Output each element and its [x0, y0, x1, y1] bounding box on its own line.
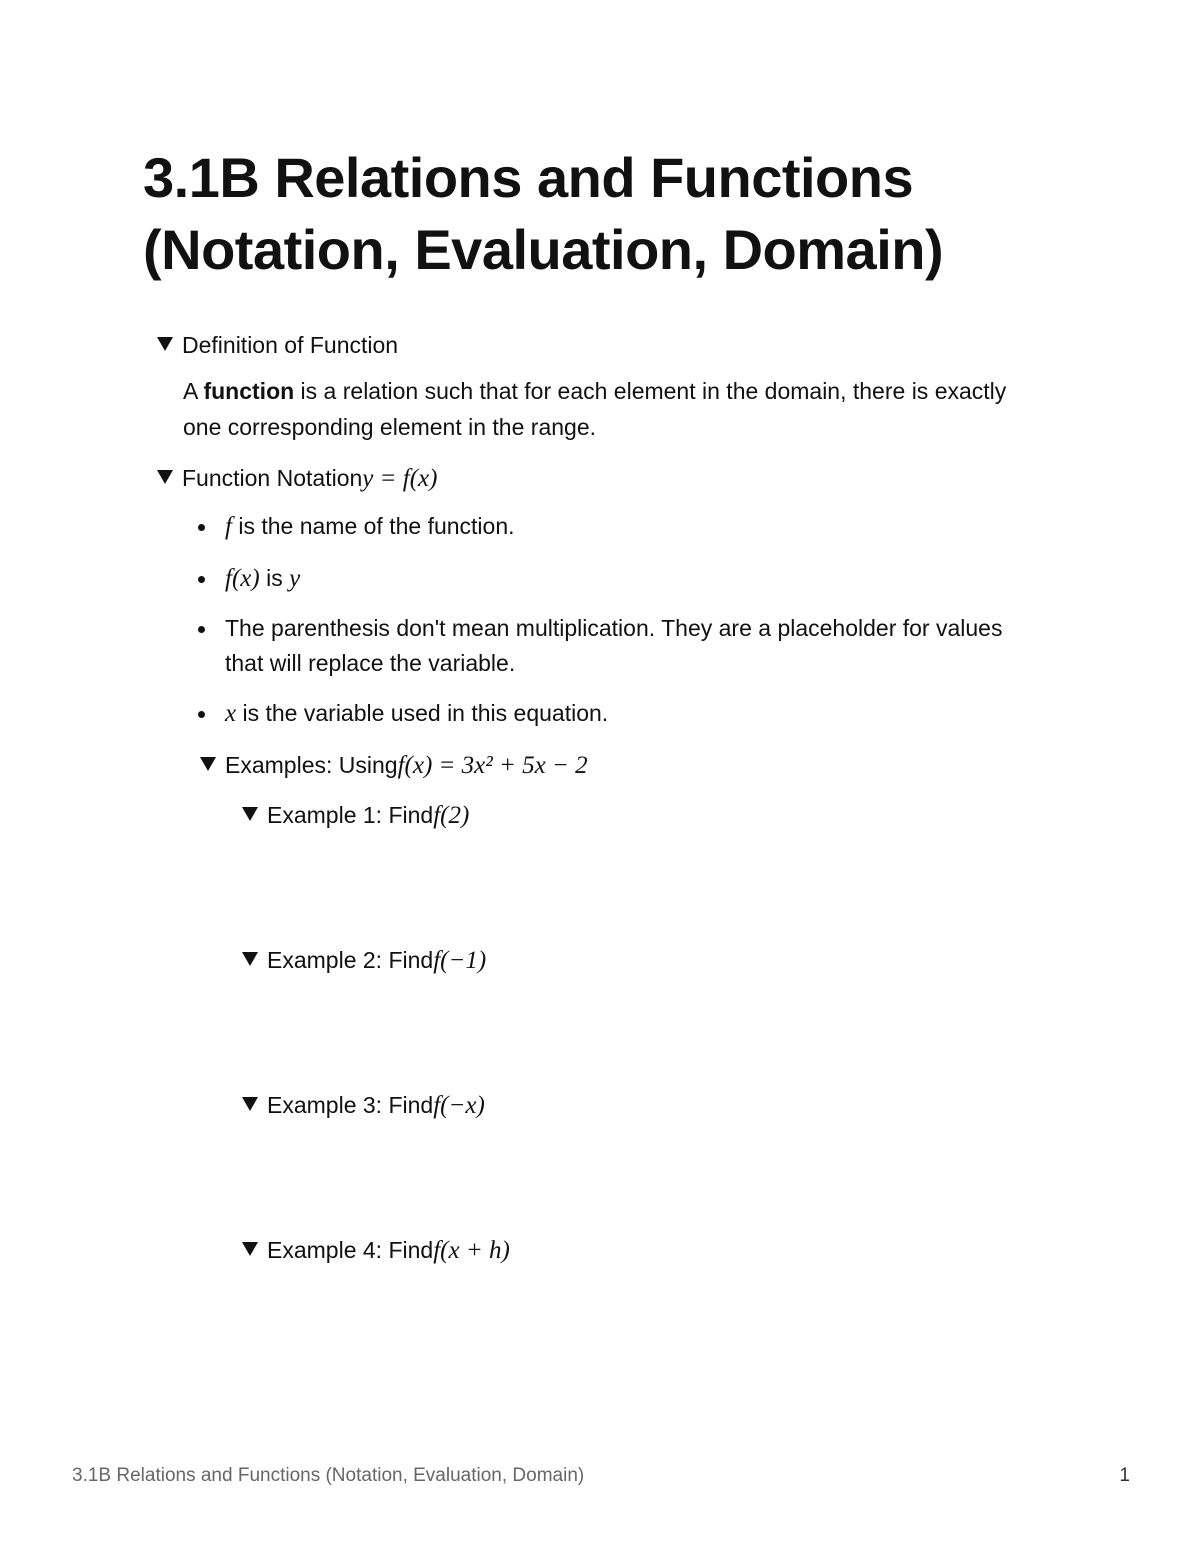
bullet-text: is the name of the function.: [231, 513, 515, 539]
toggle-example-3[interactable]: [242, 1090, 485, 1121]
toggle-example-4[interactable]: [242, 1235, 510, 1266]
bullet-math: x: [225, 700, 237, 727]
list-item: [198, 696, 608, 731]
list-item: [198, 611, 1018, 681]
toggle-examples[interactable]: [200, 750, 588, 781]
toggle-caret-icon[interactable]: [200, 757, 216, 771]
toggle-example-2[interactable]: [242, 945, 486, 976]
list-item: [198, 509, 515, 544]
page-title-line-1: 3.1B Relations and Functions: [143, 146, 914, 209]
toggle-label: Example 2: Find: [267, 947, 434, 973]
page-title-line-2: (Notation, Evaluation, Domain): [143, 218, 944, 281]
bullet-text: is the variable used in this equation.: [236, 700, 609, 726]
toggle-caret-icon[interactable]: [242, 1242, 258, 1256]
page-title: [143, 142, 1123, 286]
toggle-definition[interactable]: [157, 330, 398, 360]
list-item: [198, 561, 300, 596]
toggle-function-notation[interactable]: [157, 463, 437, 494]
definition-term: function: [203, 378, 295, 404]
bullet-icon: [198, 524, 205, 531]
toggle-math: f(2): [433, 802, 470, 829]
bullet-icon: [198, 626, 205, 633]
definition-body: is a relation such that for each element in the domain, there is exactly one corresponding element in the range.: [183, 378, 1007, 440]
bullet-math: f(x): [225, 565, 260, 592]
bullet-icon: [198, 576, 205, 583]
page-number: 1: [1119, 1465, 1130, 1486]
toggle-label: Examples: Using: [225, 752, 398, 778]
toggle-label: Example 4: Find: [267, 1237, 434, 1263]
toggle-label: Function Notation: [182, 465, 363, 491]
bullet-math: f: [225, 513, 232, 540]
toggle-label: Example 1: Find: [267, 802, 434, 828]
toggle-caret-icon[interactable]: [157, 337, 173, 351]
toggle-math: f(−1): [433, 947, 487, 974]
toggle-math: f(x + h): [433, 1237, 510, 1264]
toggle-caret-icon[interactable]: [157, 470, 173, 484]
toggle-caret-icon[interactable]: [242, 807, 258, 821]
toggle-math: f(x) = 3x² + 5x − 2: [397, 752, 588, 779]
definition-paragraph: [183, 373, 1023, 445]
toggle-math: y = f(x): [362, 465, 438, 492]
toggle-math: f(−x): [433, 1092, 485, 1119]
toggle-label: Definition of Function: [182, 332, 399, 358]
bullet-icon: [198, 711, 205, 718]
definition-prefix: A: [183, 378, 204, 404]
bullet-text: is: [259, 565, 290, 591]
footer-title: 3.1B Relations and Functions (Notation, Evaluation, Domain): [72, 1465, 585, 1486]
toggle-example-1[interactable]: [242, 800, 469, 831]
toggle-caret-icon[interactable]: [242, 952, 258, 966]
bullet-text: The parenthesis don't mean multiplication. They are a placeholder for values that will replace the variable.: [225, 615, 1003, 676]
toggle-caret-icon[interactable]: [242, 1097, 258, 1111]
toggle-label: Example 3: Find: [267, 1092, 434, 1118]
bullet-math: y: [289, 565, 301, 592]
